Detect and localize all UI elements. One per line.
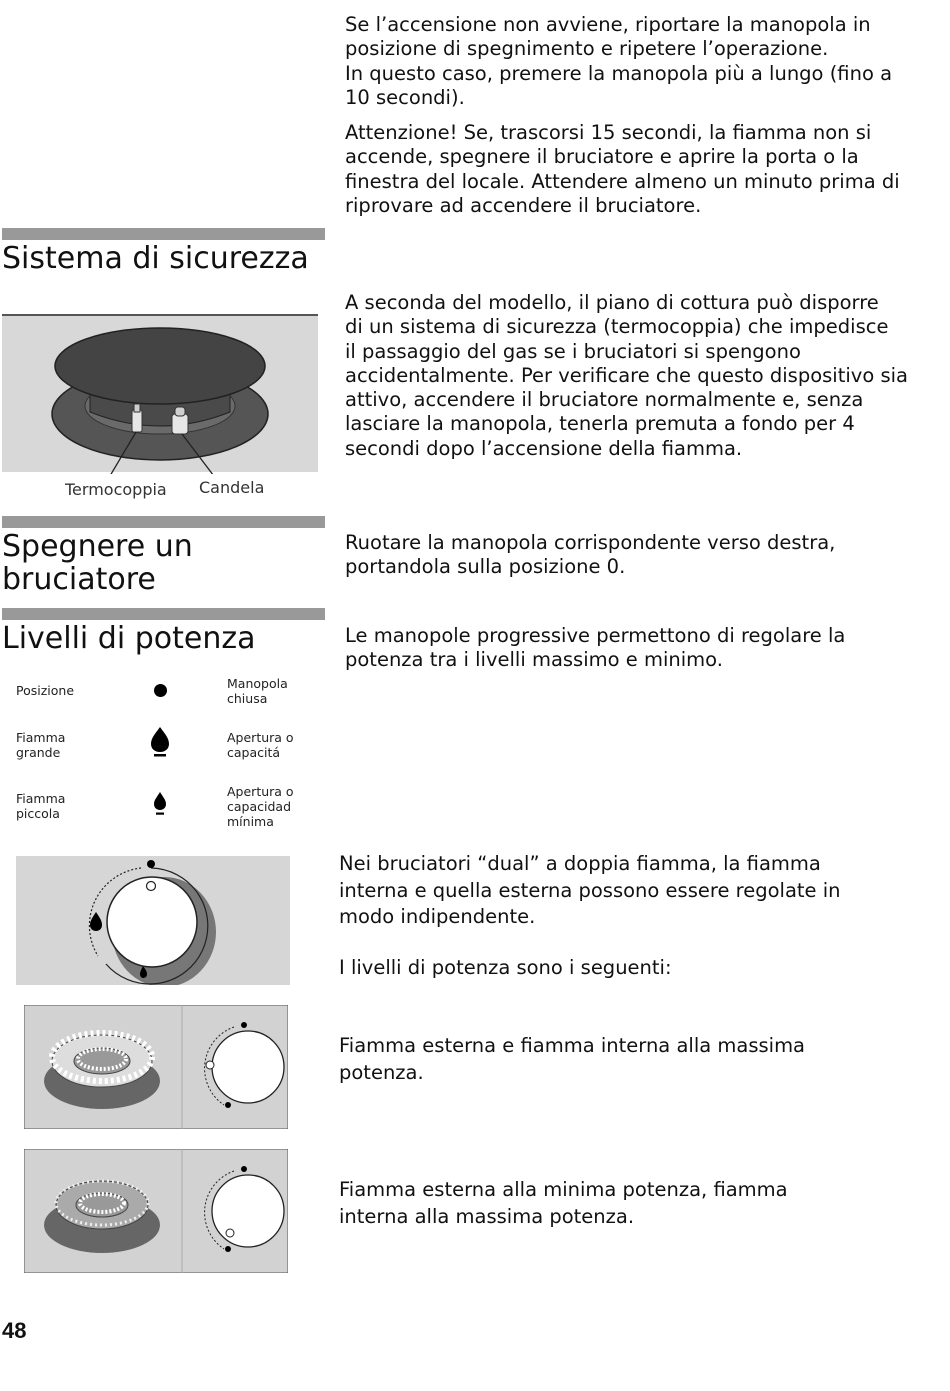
legend-left-label: Fiamma grande [16,730,66,760]
dual-case-2-text: Fiamma esterna alla minima potenza, fiamma interna alla massima potenza. [339,1178,788,1228]
intro-text [345,13,925,218]
label-spark-plug: Candela [199,478,265,497]
legend-left-label: Posizione [16,683,75,698]
section-bar-levels [2,608,325,620]
intro-paragraph-1: Se l’accensione non avviene, riportare la manopola in posizione di spegnimento e ripetere l’operazione. In questo caso, premere la manopola più a lungo (fino a 10 secondi). [345,13,893,109]
section-bar-off [2,516,325,528]
safety-text: A seconda del modello, il piano di cottura può disporre di un sistema di sicurezza (termocoppia) che impedisce il passaggio del gas se i bruciatori si spengono accidentalmente. Per verificare che questo dispositivo sia attivo, accendere il bruciatore normalmente e, senza lasciare la manopola, tenerla premuta a fondo per 4 secondi dopo l’accensione della fiamma. [345,291,908,460]
legend-right-label: Apertura o capacitá [227,730,294,760]
legend-left-label: Fiamma piccola [16,791,66,821]
large-flame-icon [150,726,170,758]
legend-right-label: Apertura o capacidad mínima [227,784,294,829]
intro-paragraph-2: Attenzione! Se, trascorsi 15 secondi, la fiamma non si accende, spegnere il bruciatore e aprire la porta o la finestra del locale. Attendere almeno un minuto prima di riprovare ad accendere il bruciatore. [345,121,900,218]
small-flame-icon [153,791,167,817]
heading-levels: Livelli di potenza [2,621,256,656]
legend-right-label: Manopola chiusa [227,676,288,706]
dual-levels-intro: I livelli di potenza sono i seguenti: [339,956,672,979]
dual-case-1-text: Fiamma esterna e fiamma interna alla massima potenza. [339,1034,806,1084]
dual-burner-min-illustration [24,1149,288,1273]
burner-illustration [2,314,318,474]
heading-safety: Sistema di sicurezza [2,241,309,276]
section-bar-safety [2,228,325,240]
dual-text: Nei bruciatori “dual” a doppia fiamma, la fiamma interna e quella esterna possono essere regolate in modo indipendente. [339,852,841,928]
levels-text: Le manopole progressive permettono di regolare la potenza tra i livelli massimo e minimo. [345,624,846,672]
dual-burner-max-illustration [24,1005,288,1129]
closed-dot-icon [154,684,167,697]
page-number: 48 [2,1318,27,1343]
heading-off: Spegnere un bruciatore [2,529,193,597]
label-thermocouple: Termocoppia [65,480,167,499]
off-text: Ruotare la manopola corrispondente verso destra, portandola sulla posizione 0. [345,531,836,579]
knob-illustration [16,856,290,985]
